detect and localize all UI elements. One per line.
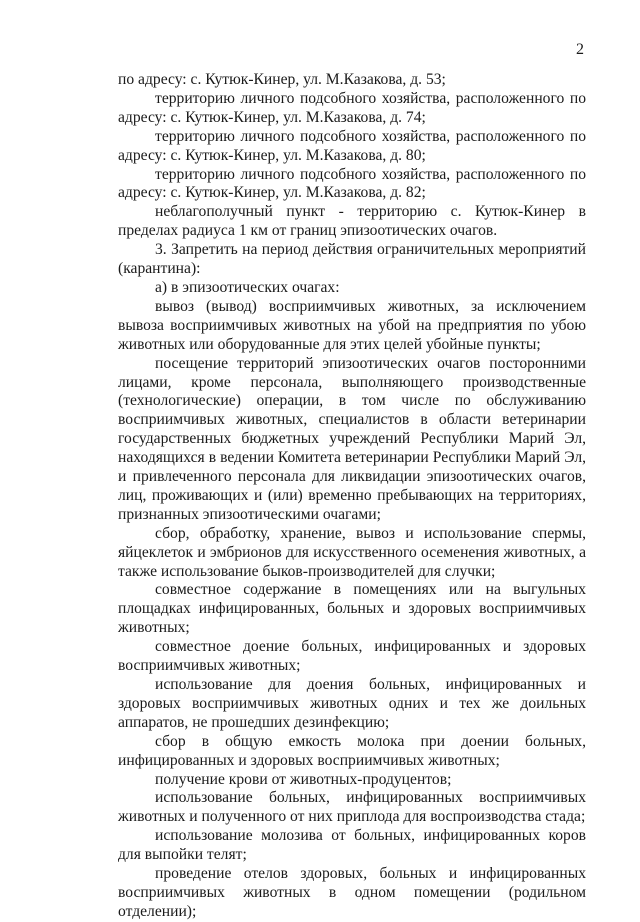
paragraph: 3. Запретить на период действия ограничительных мероприятий (карантина): <box>118 241 586 278</box>
paragraph: использование молозива от больных, инфицированных коров для выпойки телят; <box>118 827 586 864</box>
paragraph: территорию личного подсобного хозяйства, расположенного по адресу: с. Кутюк-Кинер, ул. М.Казакова, д. 80; <box>118 127 586 164</box>
paragraph: по адресу: с. Кутюк-Кинер, ул. М.Казакова, д. 53; <box>118 71 446 88</box>
paragraph: а) в эпизоотических очагах: <box>155 278 340 296</box>
paragraph: совместное доение больных, инфицированных и здоровых восприимчивых животных; <box>118 638 586 675</box>
paragraph: проведение отелов здоровых, больных и инфицированных восприимчивых животных в одном помещении (родильном отделении); <box>118 865 586 920</box>
paragraph: территорию личного подсобного хозяйства, расположенного по адресу: с. Кутюк-Кинер, ул. М.Казакова, д. 74; <box>118 89 586 126</box>
paragraph: получение крови от животных-продуцентов; <box>155 770 452 788</box>
paragraph: территорию личного подсобного хозяйства, расположенного по адресу: с. Кутюк-Кинер, ул. М.Казакова, д. 82; <box>118 165 586 202</box>
paragraph: посещение территорий эпизоотических очагов посторонними лицами, кроме персонала, выполняющего производственные (технологические) операции, в том числе по обслуживанию восприимчивых животных, специалистов в области ветеринарии государственных бюджетных учреждений Республики Марий Эл, находящихся в ведении Комитета ветеринарии Республики Марий Эл, и привлеченного персонала для ликвидации эпизоотических очагов, лиц, проживающих и (или) временно пребывающих на территориях, признанных эпизоотическими очагами; <box>118 354 586 523</box>
paragraph: использование больных, инфицированных восприимчивых животных и полученного от них приплода для воспроизводства стада; <box>118 789 586 826</box>
page-number: 2 <box>576 41 584 58</box>
document-body <box>118 71 586 922</box>
paragraph: вывоз (вывод) восприимчивых животных, за исключением вывоза восприимчивых животных на убой на предприятия по убою животных или оборудованные для этих целей убойные пункты; <box>118 297 586 353</box>
paragraph: сбор в общую емкость молока при доении больных, инфицированных и здоровых восприимчивых животных; <box>118 732 586 769</box>
paragraph: сбор, обработку, хранение, вывоз и использование спермы, яйцеклеток и эмбрионов для искусственного осеменения животных, а также использование быков-производителей для случки; <box>118 524 586 580</box>
paragraph: совместное содержание в помещениях или на выгульных площадках инфицированных, больных и здоровых восприимчивых животных; <box>118 581 586 637</box>
paragraph: неблагополучный пункт - территорию с. Кутюк-Кинер в пределах радиуса 1 км от границ эпизоотических очагов. <box>118 203 586 240</box>
paragraph: использование для доения больных, инфицированных и здоровых восприимчивых животных одних и тех же доильных аппаратов, не прошедших дезинфекцию; <box>118 676 586 731</box>
